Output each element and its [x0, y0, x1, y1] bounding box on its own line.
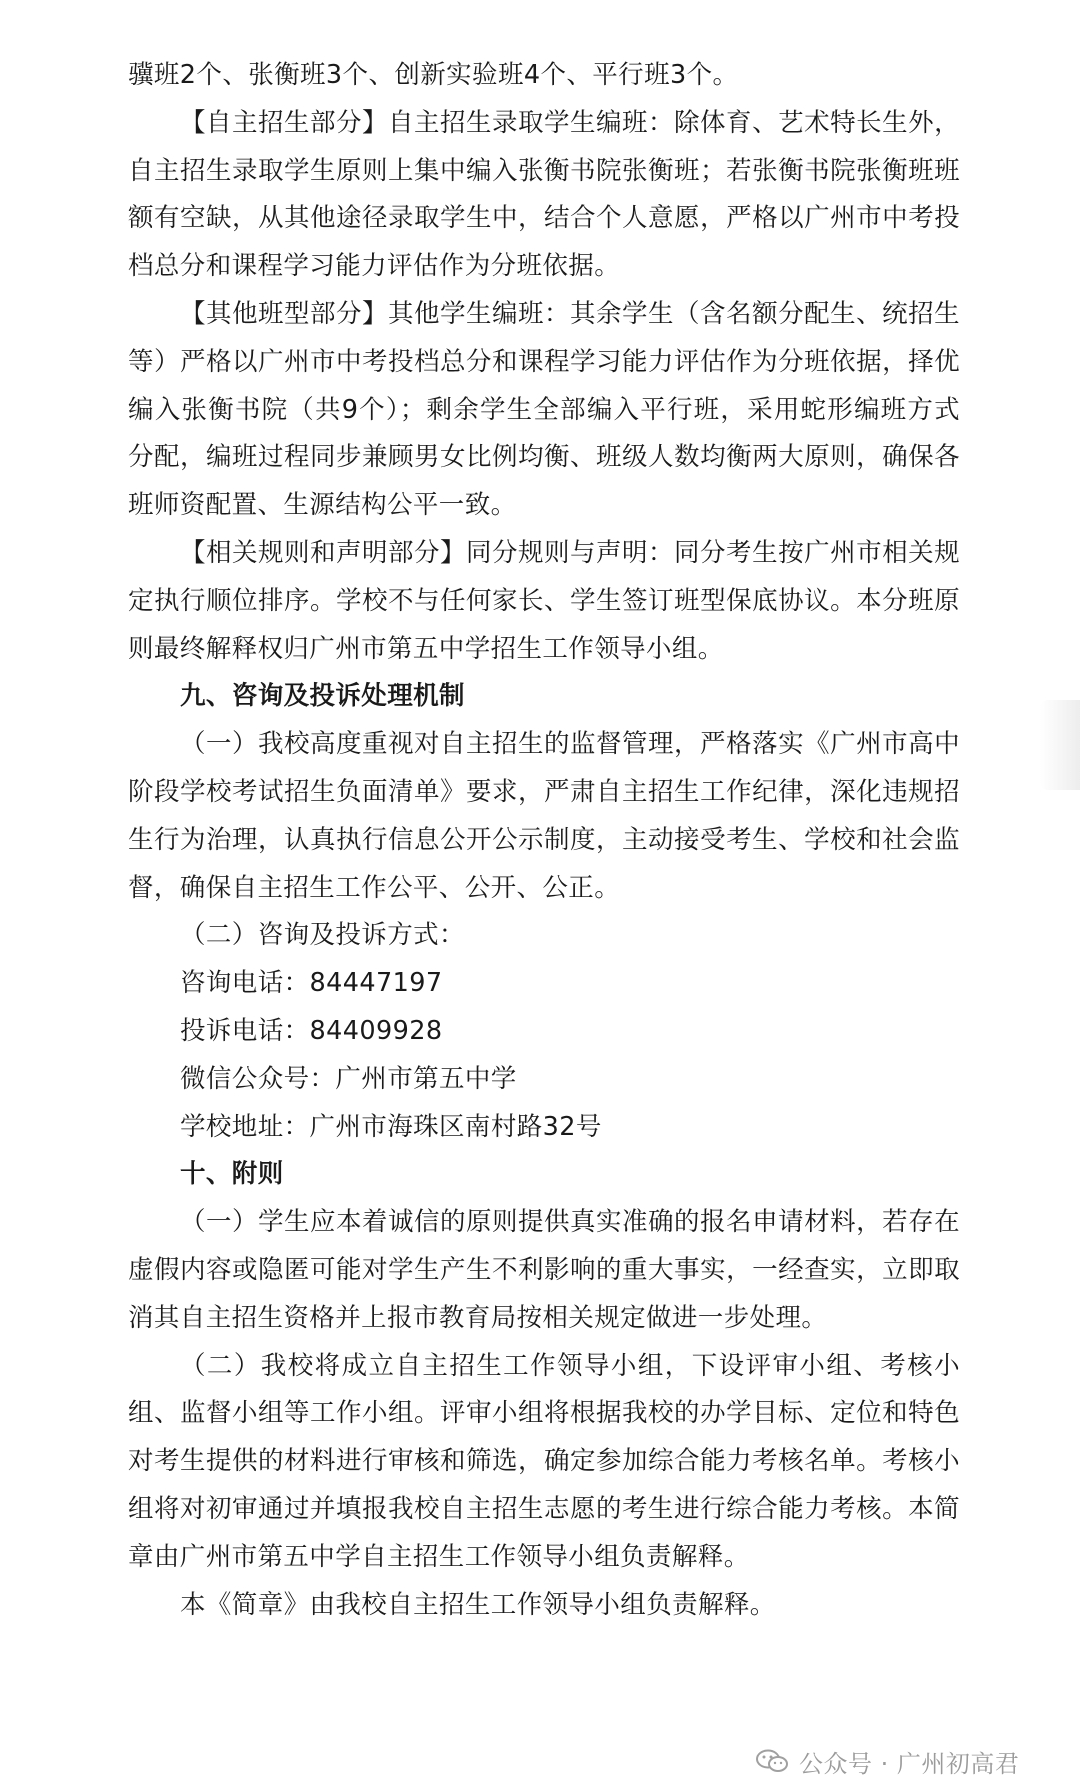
complaint-phone-label: 投诉电话：	[180, 1015, 310, 1046]
section-heading-appendix: 十、附则	[180, 1159, 284, 1190]
paragraph-other-classes: 【其他班型部分】其他学生编班：其余学生（含名额分配生、统招生等）严格以广州市中考投档总分和课程学习能力评估作为分班依据，择优编入张衡书院（共9个）；剩余学生全部编入平行班，采用蛇形编班方式分配，编班过程同步兼顾男女比例均衡、班级人数均衡两大原则，确保各班师资配置、生源结构公平一致。	[128, 298, 960, 521]
complaint-phone-row	[128, 1008, 960, 1056]
school-address-value: 广州市海珠区南村路32号	[309, 1111, 602, 1142]
section-heading-consultation: 九、咨询及投诉处理机制	[180, 681, 465, 712]
watermark	[755, 1745, 1019, 1777]
watermark-text: 公众号 · 广州初高君	[799, 1749, 1020, 1778]
consult-phone-row	[128, 960, 960, 1008]
document-body	[128, 52, 960, 1629]
paragraph-rules-statement: 【相关规则和声明部分】同分规则与声明：同分考生按广州市相关规定执行顺位排序。学校不与任何家长、学生签订班型保底协议。本分班原则最终解释权归广州市第五中学招生工作领导小组。	[128, 537, 960, 664]
paragraph-class-summary: 骥班2个、张衡班3个、创新实验班4个、平行班3个。	[128, 60, 739, 90]
complaint-phone-value[interactable]: 84409928	[309, 1015, 443, 1046]
consult-phone-value[interactable]: 84447197	[309, 968, 443, 999]
school-address-row	[128, 1104, 960, 1152]
contact-methods-heading: （二）咨询及投诉方式：	[180, 920, 465, 951]
paragraph-independent-enrollment: 【自主招生部分】自主招生录取学生编班：除体育、艺术特长生外，自主招生录取学生原则上集中编入张衡书院张衡班；若张衡书院张衡班班额有空缺，从其他途径录取学生中，结合个人意愿，严格以广州市中考投档总分和课程学习能力评估作为分班依据。	[128, 107, 960, 282]
wechat-account-row	[128, 1056, 960, 1104]
paragraph-interpretation: 本《简章》由我校自主招生工作领导小组负责解释。	[180, 1589, 776, 1620]
wechat-account-value: 广州市第五中学	[335, 1063, 517, 1094]
edge-shadow-decoration	[1040, 700, 1080, 790]
consult-phone-label: 咨询电话：	[180, 968, 310, 999]
paragraph-honesty: （一）学生应本着诚信的原则提供真实准确的报名申请材料，若存在虚假内容或隐匿可能对学生产生不利影响的重大事实，一经查实，立即取消其自主招生资格并上报市教育局按相关规定做进一步处理。	[128, 1207, 960, 1333]
paragraph-leadership-group: （二）我校将成立自主招生工作领导小组，下设评审小组、考核小组、监督小组等工作小组。评审小组将根据我校的办学目标、定位和特色对考生提供的材料进行审核和筛选，确定参加综合能力考核名单。考核小组将对初审通过并填报我校自主招生志愿的考生进行综合能力考核。本简章由广州市第五中学自主招生工作领导小组负责解释。	[128, 1350, 960, 1572]
paragraph-supervision: （一）我校高度重视对自主招生的监督管理，严格落实《广州市高中阶段学校考试招生负面清单》要求，严肃自主招生工作纪律，深化违规招生行为治理，认真执行信息公开公示制度，主动接受考生、学校和社会监督，确保自主招生工作公平、公开、公正。	[128, 729, 960, 903]
wechat-account-label: 微信公众号：	[180, 1063, 336, 1094]
wechat-icon	[755, 1749, 789, 1773]
school-address-label: 学校地址：	[180, 1111, 310, 1142]
